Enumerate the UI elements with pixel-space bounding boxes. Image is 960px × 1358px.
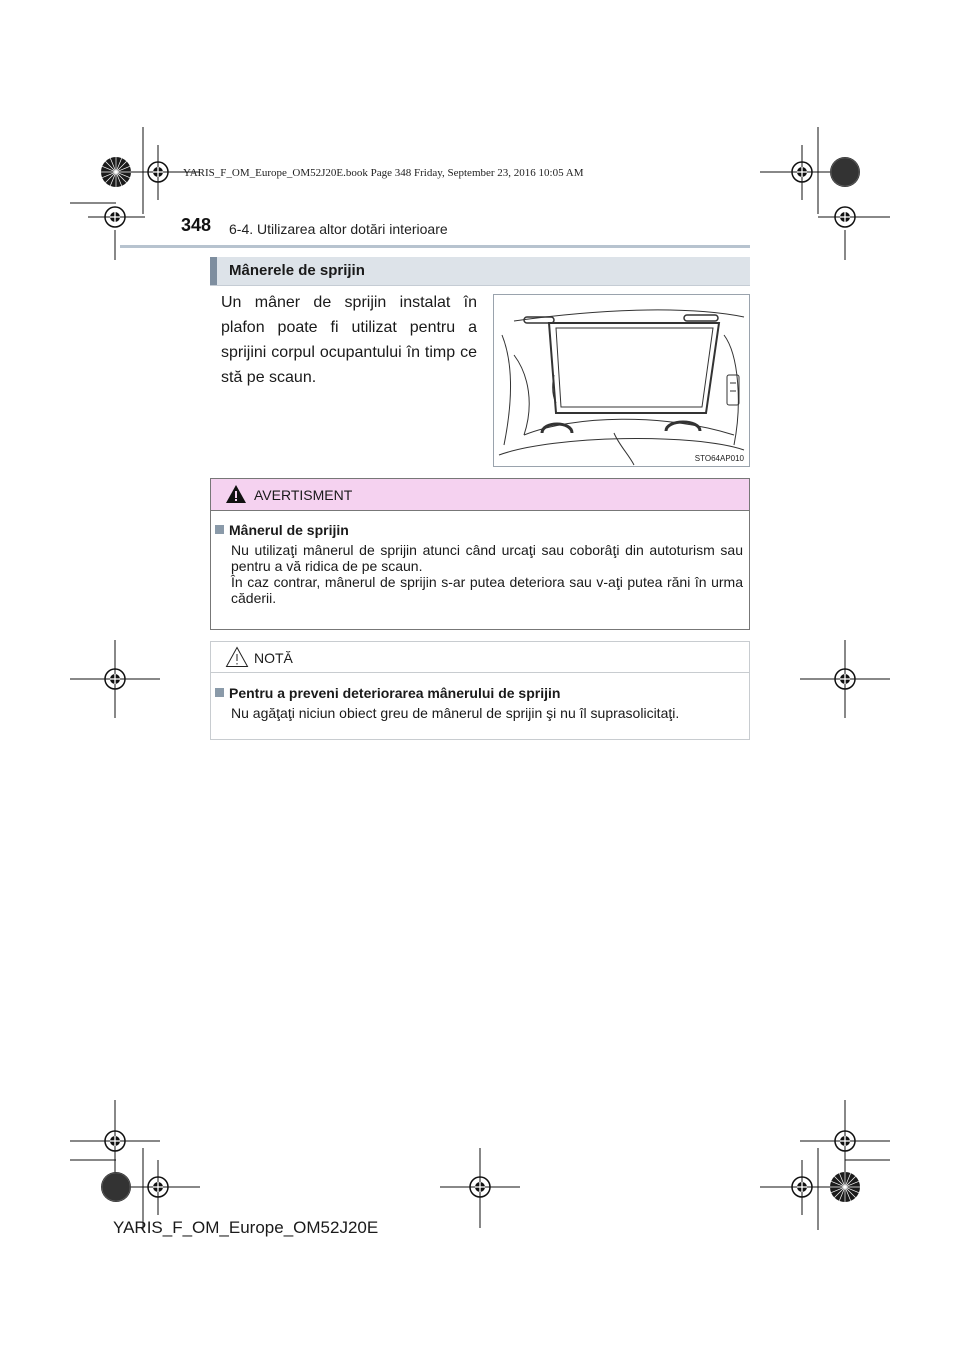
note-paragraph: Nu agăţaţi niciun obiect greu de mânerul de sprijin şi nu îl suprasolicitaţi. [231,705,680,721]
bullet-square-icon [215,525,224,534]
intro-paragraph: Un mâner de sprijin instalat în plafon poate fi utilizat pentru a sprijini corpul ocupantului în timp ce stă pe scaun. [221,294,477,386]
warning-triangle-icon [225,484,247,504]
book-info-line: YARIS_F_OM_Europe_OM52J20E.book Page 348 Friday, September 23, 2016 10:05 AM [183,167,584,179]
warning-label: AVERTISMENT [254,487,353,503]
warning-box [210,478,750,630]
assist-grip-ceiling-illustration [494,295,749,466]
footer-model-code: YARIS_F_OM_Europe_OM52J20E [113,1218,379,1237]
figure-code: STO64AP010 [694,454,744,463]
section-title-bar [210,257,750,285]
warning-header [211,479,749,511]
warning-paragraph: În caz contrar, mânerul de sprijin s-ar putea deteriora sau v-aţi putea răni în urma căderii. [231,574,743,606]
note-item-body [231,705,743,721]
section-rule [210,285,750,286]
warning-paragraph: Nu utilizaţi mânerul de sprijin atunci când urcaţi sau coborâţi din autoturism sau pentru a vă ridica de pe scaun. [231,542,743,574]
page-number: 348 [181,215,212,235]
header-rule [120,245,750,248]
assist-grip-figure [493,294,750,467]
section-title: Mânerele de sprijin [229,262,365,279]
note-header [211,642,749,673]
bullet-square-icon [215,688,224,697]
note-label: NOTĂ [254,650,293,666]
warning-item-body [231,542,743,606]
caution-triangle-icon [225,646,249,668]
note-item-title: Pentru a preveni deteriorarea mânerului de sprijin [215,685,560,701]
warning-item-title: Mânerul de sprijin [215,522,349,538]
section-header: 6-4. Utilizarea altor dotări interioare [229,221,448,237]
note-box [210,641,750,740]
